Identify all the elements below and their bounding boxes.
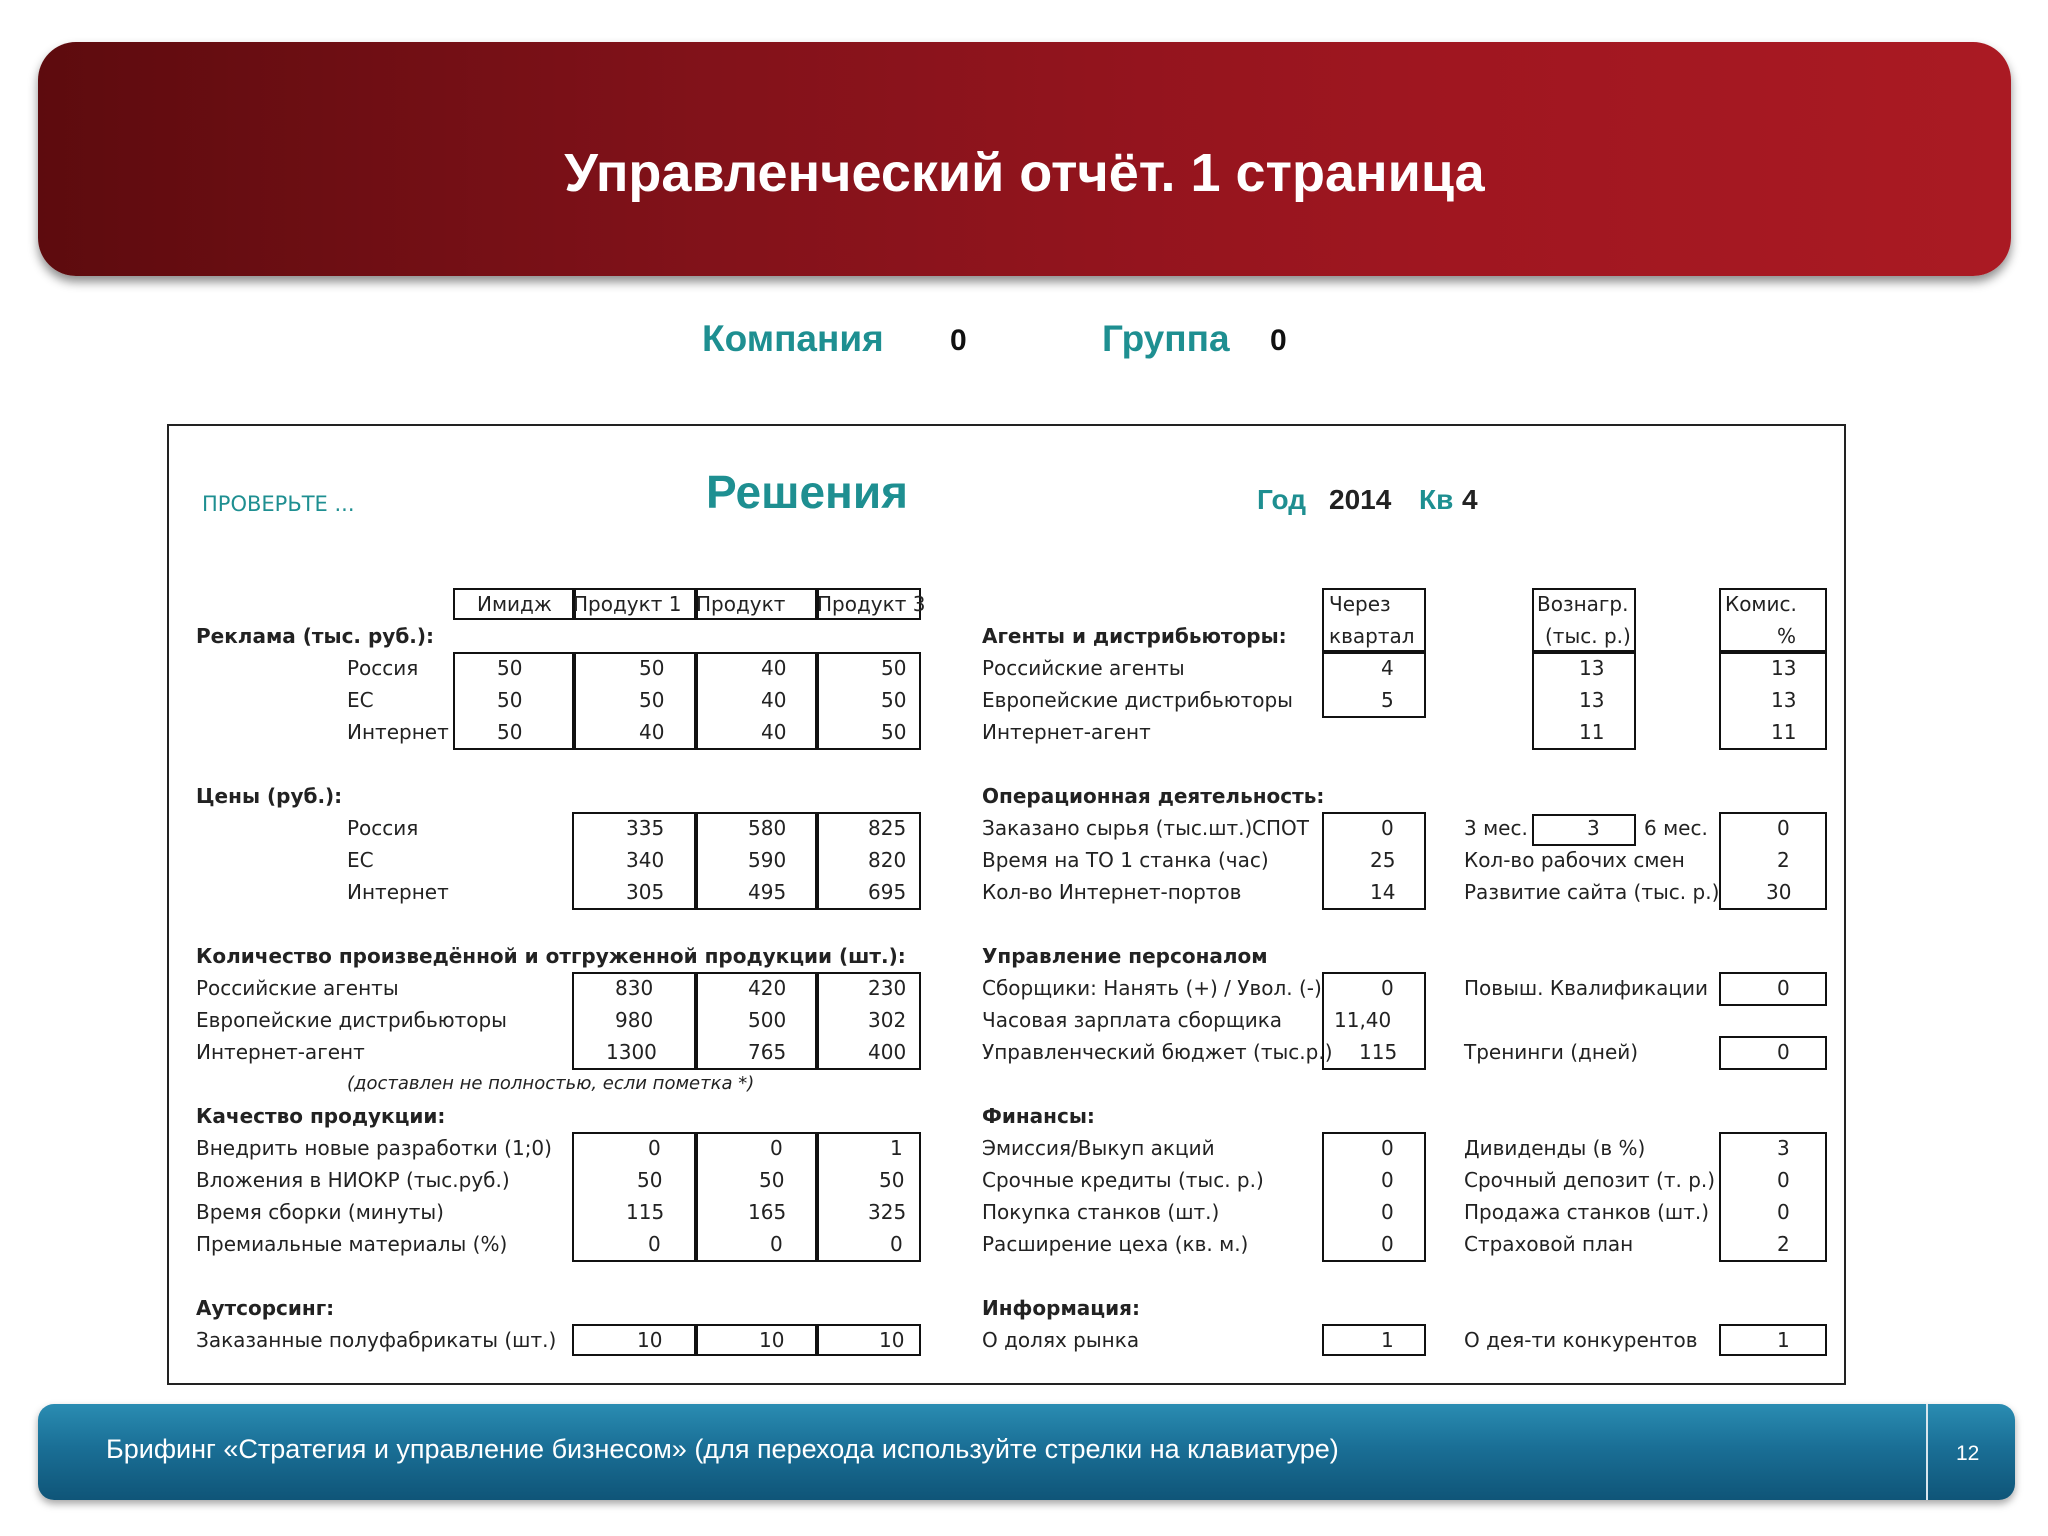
- price-cell[interactable]: 335: [626, 816, 665, 840]
- shipped-cell[interactable]: 230: [868, 976, 907, 1000]
- price-cell[interactable]: 340: [626, 848, 665, 872]
- shipped-row-label: Европейские дистрибьюторы: [196, 1008, 507, 1032]
- agent-row-label: Российские агенты: [982, 656, 1185, 680]
- agent-fee-cell[interactable]: 11: [1579, 720, 1605, 744]
- adv-title: Реклама (тыс. руб.):: [196, 624, 435, 648]
- m3-cell[interactable]: 3: [1587, 816, 1600, 840]
- price-cell[interactable]: 495: [748, 880, 787, 904]
- agents-title: Агенты и дистрибьюторы:: [982, 624, 1287, 648]
- commission-header: Комис.: [1725, 592, 1797, 616]
- shifts-label: Кол-во рабочих смен: [1464, 848, 1685, 872]
- outsourcing-grid: [572, 1324, 921, 1356]
- outsourcing-row-label: Заказанные полуфабрикаты (шт.): [196, 1328, 557, 1352]
- site-cell[interactable]: 30: [1766, 880, 1792, 904]
- finance-row-label-right: Дивиденды (в %): [1464, 1136, 1646, 1160]
- shipped-title: Количество произведённой и отгруженной продукции (шт.):: [196, 944, 906, 968]
- quality-cell[interactable]: 1: [890, 1136, 903, 1160]
- next-quarter-header: Через: [1329, 592, 1391, 616]
- market-share-label: О долях рынка: [982, 1328, 1140, 1352]
- finance-cell[interactable]: 0: [1381, 1136, 1394, 1160]
- agent-fee-cell[interactable]: 13: [1579, 688, 1605, 712]
- market-share-box: [1322, 1324, 1426, 1356]
- adv-row-label: Россия: [347, 656, 419, 680]
- group-value: 0: [1270, 324, 1287, 357]
- quality-cell[interactable]: 0: [890, 1232, 903, 1256]
- company-value: 0: [950, 324, 967, 357]
- sheet-title: Решения: [706, 466, 908, 518]
- grid-divider: [572, 652, 576, 750]
- adv-cell[interactable]: 50: [497, 656, 523, 680]
- competitors-box: [1719, 1324, 1827, 1356]
- fee-header: Вознагр.: [1537, 592, 1629, 616]
- shipped-cell[interactable]: 420: [748, 976, 787, 1000]
- footer-text: Брифинг «Стратегия и управление бизнесом» (для перехода используйте стрелки на клавиатуре): [106, 1434, 1339, 1464]
- info-title: Информация:: [982, 1296, 1140, 1320]
- agent-row-label: Европейские дистрибьюторы: [982, 688, 1293, 712]
- outsourcing-cell[interactable]: 10: [637, 1328, 663, 1352]
- slide-footer: [38, 1404, 2015, 1500]
- maintenance-label: Время на ТО 1 станка (час): [982, 848, 1269, 872]
- shipped-cell[interactable]: 830: [615, 976, 654, 1000]
- adv-cell[interactable]: 50: [497, 688, 523, 712]
- finance-cell[interactable]: 0: [1381, 1200, 1394, 1224]
- hire-cell[interactable]: 0: [1381, 976, 1394, 1000]
- finance-cell-right[interactable]: 0: [1777, 1200, 1790, 1224]
- check-link[interactable]: ПРОВЕРЬТЕ ...: [202, 492, 355, 516]
- quality-cell[interactable]: 0: [648, 1232, 661, 1256]
- slide-header: [38, 42, 2011, 276]
- prices-title: Цены (руб.):: [196, 784, 343, 808]
- m6-cell[interactable]: 0: [1777, 816, 1790, 840]
- shipped-row-label: Интернет-агент: [196, 1040, 365, 1064]
- finance-row-label-right: Страховой план: [1464, 1232, 1634, 1256]
- m3-label: 3 мес.: [1464, 816, 1528, 840]
- shipped-cell[interactable]: 400: [868, 1040, 907, 1064]
- grid-divider: [694, 652, 698, 750]
- shipped-row-label: Российские агенты: [196, 976, 399, 1000]
- finance-cell[interactable]: 0: [1381, 1168, 1394, 1192]
- quality-cell[interactable]: 0: [770, 1232, 783, 1256]
- finance-right-grid: [1719, 1132, 1827, 1262]
- raw-order-label: Заказано сырья (тыс.шт.): [982, 816, 1253, 840]
- finance-cell-right[interactable]: 3: [1777, 1136, 1790, 1160]
- adv-grid: [453, 652, 921, 750]
- spot-label: СПОТ: [1252, 816, 1309, 840]
- quality-cell[interactable]: 0: [770, 1136, 783, 1160]
- quality-cell[interactable]: 50: [637, 1168, 663, 1192]
- hire-label: Сборщики: Нанять (+) / Увол. (-): [982, 976, 1322, 1000]
- adv-cell[interactable]: 50: [881, 720, 907, 744]
- footer-divider: [1926, 1404, 1928, 1500]
- quarter-label: Кв: [1419, 484, 1454, 515]
- training-label: Тренинги (дней): [1464, 1040, 1639, 1064]
- price-cell[interactable]: 590: [748, 848, 787, 872]
- agent-next-cell[interactable]: 4: [1381, 656, 1394, 680]
- training-box: [1719, 1036, 1827, 1070]
- adv-cell[interactable]: 50: [639, 688, 665, 712]
- col-header-product3: Продукт 3: [817, 592, 926, 616]
- finance-grid: [1322, 1132, 1426, 1262]
- grid-divider: [815, 652, 819, 750]
- ports-label: Кол-во Интернет-портов: [982, 880, 1242, 904]
- finance-cell-right[interactable]: 2: [1777, 1232, 1790, 1256]
- qualification-box: [1719, 972, 1827, 1006]
- finance-cell-right[interactable]: 0: [1777, 1168, 1790, 1192]
- price-cell[interactable]: 695: [868, 880, 907, 904]
- group-label: Группа: [1102, 318, 1230, 359]
- grid-divider: [694, 972, 698, 1070]
- agent-commission-cell[interactable]: 13: [1771, 656, 1797, 680]
- finance-row-label: Покупка станков (шт.): [982, 1200, 1220, 1224]
- outsourcing-cell[interactable]: 10: [879, 1328, 905, 1352]
- budget-label: Управленческий бюджет (тыс.р.): [982, 1040, 1333, 1064]
- col-header-product1: Продукт 1: [573, 592, 682, 616]
- shipped-cell[interactable]: 302: [868, 1008, 907, 1032]
- quality-row-label: Внедрить новые разработки (1;0): [196, 1136, 552, 1160]
- quality-cell[interactable]: 0: [648, 1136, 661, 1160]
- agent-fee-cell[interactable]: 13: [1579, 656, 1605, 680]
- spot-cell[interactable]: 0: [1381, 816, 1394, 840]
- finance-row-label-right: Срочный депозит (т. р.): [1464, 1168, 1716, 1192]
- adv-row-label: ЕС: [347, 688, 374, 712]
- adv-cell[interactable]: 50: [639, 656, 665, 680]
- year-value: 2014: [1329, 484, 1392, 515]
- shipped-cell[interactable]: 980: [615, 1008, 654, 1032]
- page-number: 12: [1956, 1442, 1980, 1465]
- agent-commission-cell[interactable]: 11: [1771, 720, 1797, 744]
- competitors-cell[interactable]: 1: [1777, 1328, 1790, 1352]
- outsourcing-title: Аутсорсинг:: [196, 1296, 335, 1320]
- adv-cell[interactable]: 40: [761, 688, 787, 712]
- agent-next-cell[interactable]: 5: [1381, 688, 1394, 712]
- adv-cell[interactable]: 50: [881, 656, 907, 680]
- grid-divider: [815, 812, 819, 910]
- company-label: Компания: [702, 318, 884, 359]
- col-header-product2: Продукт: [696, 592, 786, 616]
- quality-cell[interactable]: 165: [748, 1200, 787, 1224]
- commission-header: %: [1777, 624, 1797, 648]
- fee-header: (тыс. р.): [1545, 624, 1631, 648]
- quality-row-label: Время сборки (минуты): [196, 1200, 444, 1224]
- quality-row-label: Вложения в НИОКР (тыс.руб.): [196, 1168, 510, 1192]
- quality-cell[interactable]: 50: [879, 1168, 905, 1192]
- finance-row-label: Эмиссия/Выкуп акций: [982, 1136, 1215, 1160]
- quality-cell[interactable]: 325: [868, 1200, 907, 1224]
- shipped-cell[interactable]: 765: [748, 1040, 787, 1064]
- adv-cell[interactable]: 40: [761, 656, 787, 680]
- agent-row-label: Интернет-агент: [982, 720, 1151, 744]
- maintenance-cell[interactable]: 25: [1370, 848, 1396, 872]
- adv-cell[interactable]: 40: [639, 720, 665, 744]
- quarter-value: 4: [1462, 484, 1478, 515]
- grid-divider: [815, 1132, 819, 1262]
- shipped-cell[interactable]: 1300: [606, 1040, 657, 1064]
- shipped-note: (доставлен не полностью, если пометка *): [347, 1073, 755, 1094]
- adv-cell[interactable]: 50: [497, 720, 523, 744]
- year-label: Год: [1257, 484, 1306, 515]
- operations-title: Операционная деятельность:: [982, 784, 1325, 808]
- m6-label: 6 мес.: [1644, 816, 1708, 840]
- col-header-image: Имидж: [477, 592, 552, 616]
- grid-divider: [815, 1324, 819, 1356]
- shifts-cell[interactable]: 2: [1777, 848, 1790, 872]
- next-quarter-grid: [1322, 652, 1426, 718]
- decisions-sheet: [167, 424, 1846, 1385]
- grid-divider: [694, 1324, 698, 1356]
- agent-commission-cell[interactable]: 13: [1771, 688, 1797, 712]
- ports-cell[interactable]: 14: [1370, 880, 1396, 904]
- price-cell[interactable]: 305: [626, 880, 665, 904]
- qualification-cell[interactable]: 0: [1777, 976, 1790, 1000]
- wage-label: Часовая зарплата сборщика: [982, 1008, 1283, 1032]
- wage-cell[interactable]: 11,40: [1334, 1008, 1392, 1032]
- quality-cell[interactable]: 50: [759, 1168, 785, 1192]
- price-cell[interactable]: 825: [868, 816, 907, 840]
- adv-cell[interactable]: 50: [881, 688, 907, 712]
- outsourcing-cell[interactable]: 10: [759, 1328, 785, 1352]
- training-cell[interactable]: 0: [1777, 1040, 1790, 1064]
- grid-divider: [694, 1132, 698, 1262]
- quality-title: Качество продукции:: [196, 1104, 446, 1128]
- shipped-cell[interactable]: 500: [748, 1008, 787, 1032]
- qualification-label: Повыш. Квалификации: [1464, 976, 1708, 1000]
- quality-row-label: Премиальные материалы (%): [196, 1232, 508, 1256]
- grid-divider: [694, 812, 698, 910]
- site-label: Развитие сайта (тыс. р.): [1464, 880, 1720, 904]
- competitors-label: О дея-ти конкурентов: [1464, 1328, 1698, 1352]
- finance-row-label: Расширение цеха (кв. м.): [982, 1232, 1249, 1256]
- price-row-label: ЕС: [347, 848, 374, 872]
- personnel-title: Управление персоналом: [982, 944, 1268, 968]
- price-row-label: Интернет: [347, 880, 449, 904]
- market-share-cell[interactable]: 1: [1381, 1328, 1394, 1352]
- price-cell[interactable]: 580: [748, 816, 787, 840]
- budget-cell[interactable]: 115: [1359, 1040, 1398, 1064]
- grid-divider: [815, 972, 819, 1070]
- price-row-label: Россия: [347, 816, 419, 840]
- adv-row-label: Интернет: [347, 720, 449, 744]
- quality-cell[interactable]: 115: [626, 1200, 665, 1224]
- finance-row-label-right: Продажа станков (шт.): [1464, 1200, 1710, 1224]
- raw-3m-box: [1532, 814, 1636, 846]
- finance-title: Финансы:: [982, 1104, 1095, 1128]
- finance-cell[interactable]: 0: [1381, 1232, 1394, 1256]
- next-quarter-header: квартал: [1329, 624, 1415, 648]
- price-cell[interactable]: 820: [868, 848, 907, 872]
- adv-cell[interactable]: 40: [761, 720, 787, 744]
- slide-title: Управленческий отчёт. 1 страница: [564, 143, 1485, 203]
- finance-row-label: Срочные кредиты (тыс. р.): [982, 1168, 1264, 1192]
